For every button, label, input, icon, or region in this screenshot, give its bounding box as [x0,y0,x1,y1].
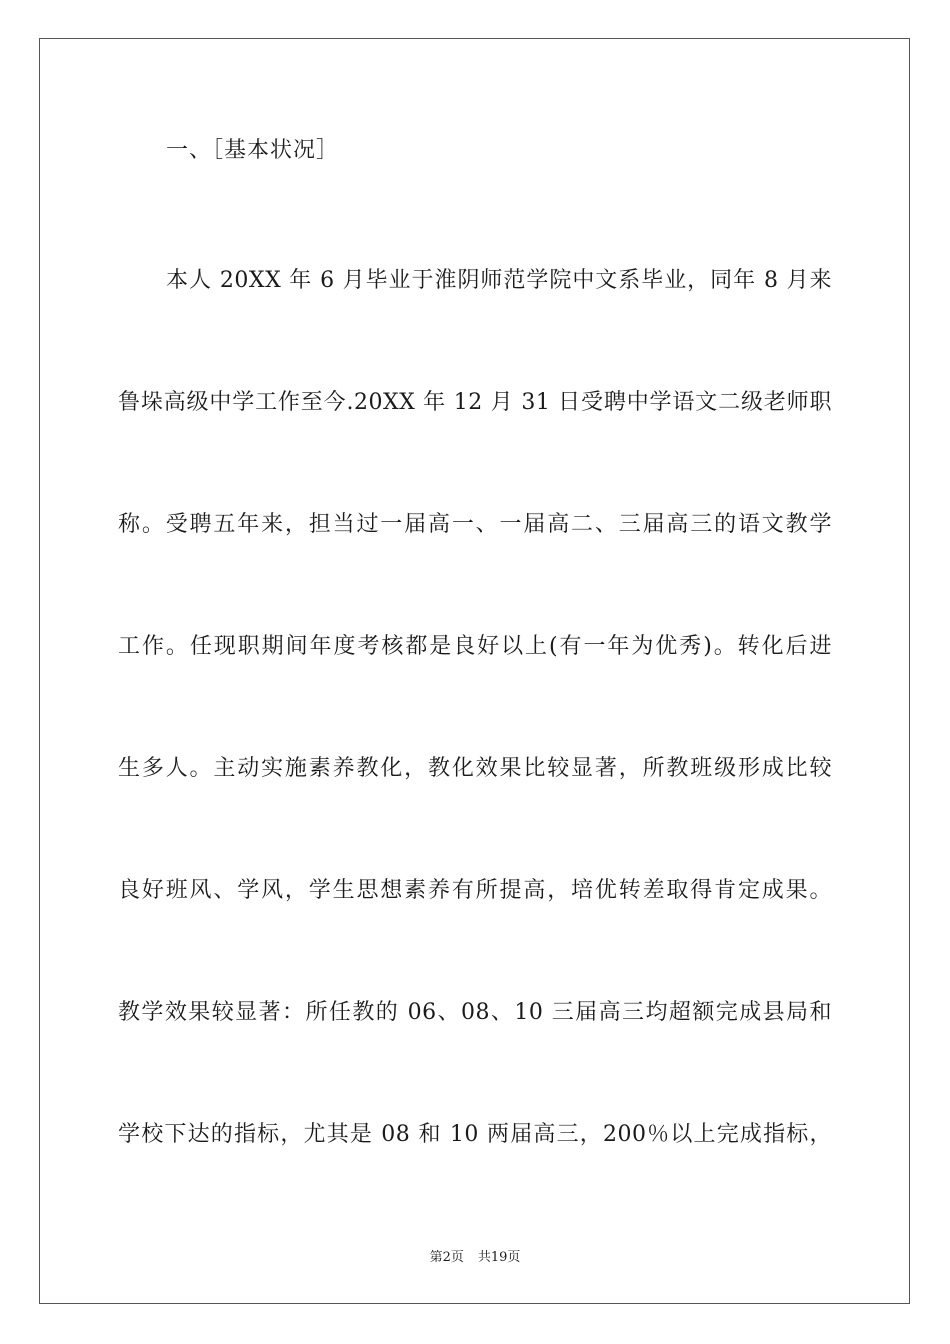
page-total: 共19页 [477,1250,521,1265]
paragraph-line-2: 鲁垛高级中学工作至今.20XX 年 12 月 31 日受聘中学语文二级老师职 [118,390,832,415]
page-number: 第2页 [429,1250,464,1265]
paragraph-line-6: 良好班风、学风，学生思想素养有所提高，培优转差取得肯定成果。 [118,878,832,903]
paragraph-line-8: 学校下达的指标，尤其是 08 和 10 两届高三，200％以上完成指标， [118,1122,832,1147]
section-heading: 一、［基本状况］ [166,138,340,163]
paragraph-line-1: 本人 20XX 年 6 月毕业于淮阴师范学院中文系毕业，同年 8 月来 [166,268,832,293]
paragraph-line-5: 生多人。主动实施素养教化，教化效果比较显著，所教班级形成比较 [118,756,832,781]
paragraph-line-4: 工作。任现职期间年度考核都是良好以上(有一年为优秀)。转化后进 [118,634,832,659]
page-footer [0,1246,950,1265]
paragraph-line-3: 称。受聘五年来，担当过一届高一、一届高二、三届高三的语文教学 [118,512,832,537]
page-border [39,38,910,1304]
paragraph-line-7: 教学效果较显著：所任教的 06、08、10 三届高三均超额完成县局和 [118,1000,832,1025]
